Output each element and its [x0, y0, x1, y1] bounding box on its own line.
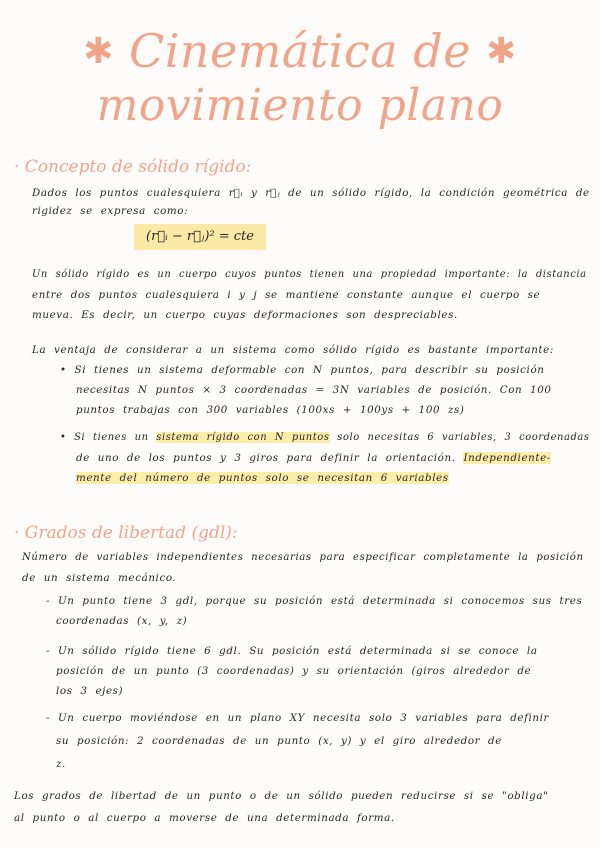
bullet2-line-2 — [76, 448, 551, 469]
item1-line: coordenadas (x, y, z) — [56, 615, 188, 627]
item3-line: su posición: 2 coordenadas de un punto (x, y) y el giro alrededor de — [56, 735, 502, 747]
item3-line: - Un cuerpo moviéndose en un plano XY necesita solo 3 variables para definir — [46, 712, 550, 724]
intro-line: Dados los puntos cualesquiera r⃗ᵢ y r⃗ⱼ de un sólido rígido, la condición geométrica de — [32, 187, 590, 199]
intro-line: rigidez se expresa como: — [32, 205, 189, 217]
dof-definition-line: Número de variables independientes necesarias para especificar completamente la posición — [22, 552, 584, 563]
bullet2-line-3 — [76, 468, 449, 489]
item2-line: posición de un punto (3 coordenadas) y su orientación (giros alrededor de — [56, 665, 532, 677]
section-heading-rigid-body: · Concepto de sólido rígido: — [14, 157, 252, 177]
title-text-1: Cinemática de — [129, 24, 471, 78]
bullet1-line: puntos trabajas con 300 variables (100xs + 100ys + 100 zs) — [76, 404, 465, 416]
title-line-2: movimiento plano — [96, 80, 504, 131]
bullet2-line-1 — [60, 428, 590, 449]
para1-line: Un sólido rígido es un cuerpo cuyos puntos tienen una propiedad importante: la distancia — [32, 269, 587, 280]
star-icon: ✱ — [83, 31, 114, 72]
item2-line: los 3 ejes) — [56, 685, 124, 697]
bullet2-text: • Si tienes un — [60, 432, 157, 443]
dof-definition-line: de un sistema mecánico. — [22, 572, 177, 584]
closing-line: al punto o al cuerpo a moverse de una determinada forma. — [14, 812, 395, 824]
closing-line: Los grados de libertad de un punto o de un sólido pueden reducirse si se "obliga" — [14, 790, 549, 802]
section-heading-dof: · Grados de libertad (gdl): — [14, 523, 238, 543]
item2-line: - Un sólido rígido tiene 6 gdl. Su posición está determinada si se conoce la — [46, 645, 538, 657]
bullet1-line: necesitas N puntos × 3 coordenadas = 3N variables de posición. Con 100 — [76, 384, 552, 396]
para1-line: mueva. Es decir, un cuerpo cuyas deformaciones son despreciables. — [32, 309, 458, 321]
highlight-independent: Independiente- — [463, 452, 551, 464]
highlight-rigid-system: sistema rígido con N puntos — [156, 432, 330, 443]
para2-line: La ventaja de considerar a un sistema como sólido rígido es bastante importante: — [32, 344, 554, 356]
item3-line: z. — [56, 758, 66, 770]
para1-line: entre dos puntos cualesquiera i y j se mantiene constante aunque el cuerpo se — [32, 289, 541, 301]
highlight-six-variables: mente del número de puntos solo se necesitan 6 variables — [76, 472, 449, 484]
star-icon: ✱ — [486, 31, 517, 72]
bullet2-text: solo necesitas 6 variables, 3 coordenadas — [329, 432, 590, 443]
bullet2-text: de uno de los puntos y 3 giros para definir la orientación. — [76, 452, 464, 464]
item1-line: - Un punto tiene 3 gdl, porque su posición está determinada si conocemos sus tres — [46, 595, 583, 607]
rigidity-formula: (r⃗ᵢ − r⃗ⱼ)² = cte — [134, 224, 266, 250]
title-line-1 — [0, 24, 600, 78]
bullet1-line: • Si tienes un sistema deformable con N puntos, para describir su posición — [60, 364, 545, 376]
